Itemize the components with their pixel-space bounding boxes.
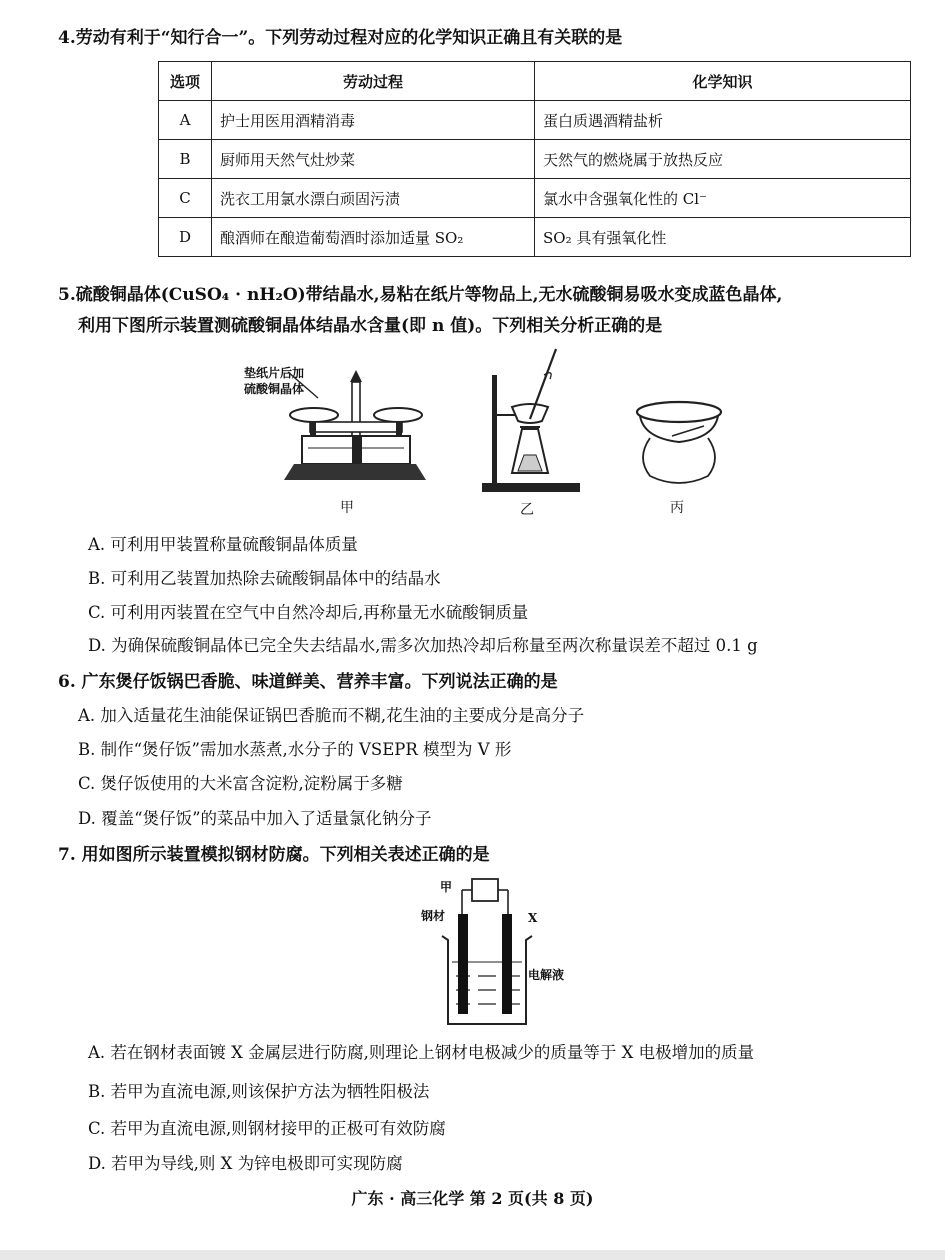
cell-knowledge: 蛋白质遇酒精盐析 <box>535 101 911 140</box>
q6-option-b: B. 制作“煲仔饭”需加水蒸煮,水分子的 VSEPR 模型为 V 形 <box>78 740 512 759</box>
q5-option-b: B. 可利用乙装置加热除去硫酸铜晶体中的结晶水 <box>88 569 441 588</box>
table-row <box>159 218 911 257</box>
cell-labor: 厨师用天然气灶炒菜 <box>212 140 535 179</box>
q6-stem: 6. 广东煲仔饭锅巴香脆、味道鲜美、营养丰富。下列说法正确的是 <box>58 672 558 692</box>
header-knowledge: 化学知识 <box>535 62 911 101</box>
cell-option: B <box>159 140 212 179</box>
q6-option-d: D. 覆盖“煲仔饭”的菜品中加入了适量氯化钠分子 <box>78 809 432 828</box>
table-row <box>159 101 911 140</box>
cell-knowledge: SO₂ 具有强氧化性 <box>535 218 911 257</box>
cell-labor: 护士用医用酒精消毒 <box>212 101 535 140</box>
header-labor: 劳动过程 <box>212 62 535 101</box>
cell-labor: 酿酒师在酿造葡萄酒时添加适量 SO₂ <box>212 218 535 257</box>
cell-option: C <box>159 179 212 218</box>
q7-option-b: B. 若甲为直流电源,则该保护方法为牺牲阳极法 <box>88 1082 430 1101</box>
q4-table <box>158 61 911 257</box>
table-row <box>159 179 911 218</box>
q4-stem: 4.劳动有利于“知行合一”。下列劳动过程对应的化学知识正确且有关联的是 <box>58 28 623 48</box>
fig-box-label: 甲 <box>440 880 453 894</box>
q6-option-c: C. 煲仔饭使用的大米富含淀粉,淀粉属于多糖 <box>78 774 403 793</box>
cell-knowledge: 天然气的燃烧属于放热反应 <box>535 140 911 179</box>
q7-option-d: D. 若甲为导线,则 X 为锌电极即可实现防腐 <box>88 1154 403 1173</box>
fig-label-bing: 丙 <box>670 500 684 516</box>
electrolysis-figure <box>438 876 538 1036</box>
q6-option-a: A. 加入适量花生油能保证锅巴香脆而不糊,花生油的主要成分是高分子 <box>78 706 585 725</box>
header-option: 选项 <box>159 62 212 101</box>
cell-option: A <box>159 101 212 140</box>
cell-labor: 洗衣工用氯水漂白顽固污渍 <box>212 179 535 218</box>
balance-figure <box>280 370 430 495</box>
q5-option-d: D. 为确保硫酸铜晶体已完全失去结晶水,需多次加热冷却后称量至两次称量误差不超过 0.1 g <box>88 636 758 655</box>
heating-figure <box>478 345 583 500</box>
fig-note-line2: 硫酸铜晶体 <box>244 382 305 396</box>
crucible-figure <box>632 398 727 493</box>
table-row <box>159 140 911 179</box>
fig-steel-label: 钢材 <box>421 909 446 923</box>
q5-option-c: C. 可利用丙装置在空气中自然冷却后,再称量无水硫酸铜质量 <box>88 603 529 622</box>
cell-option: D <box>159 218 212 257</box>
fig-x-label: X <box>528 911 538 925</box>
fig-electrolyte-label: 电解液 <box>528 968 565 982</box>
fig-label-yi: 乙 <box>520 502 534 518</box>
page-bottom-edge <box>0 1250 945 1260</box>
page-footer: 广东 · 高三化学 第 2 页(共 8 页) <box>351 1189 594 1208</box>
q7-option-c: C. 若甲为直流电源,则钢材接甲的正极可有效防腐 <box>88 1119 446 1138</box>
fig-note-line1: 垫纸片后加 <box>244 366 305 380</box>
cell-knowledge: 氯水中含强氧化性的 Cl⁻ <box>535 179 911 218</box>
q5-option-a: A. 可利用甲装置称量硫酸铜晶体质量 <box>88 535 358 554</box>
fig-label-jia: 甲 <box>340 500 354 516</box>
q7-stem: 7. 用如图所示装置模拟钢材防腐。下列相关表述正确的是 <box>58 845 490 865</box>
q5-stem-line2: 利用下图所示装置测硫酸铜晶体结晶水含量(即 n 值)。下列相关分析正确的是 <box>78 316 663 336</box>
q7-option-a: A. 若在钢材表面镀 X 金属层进行防腐,则理论上钢材电极减少的质量等于 X 电极增加的质量 <box>88 1043 755 1062</box>
q5-stem-line1: 5.硫酸铜晶体(CuSO₄ · nH₂O)带结晶水,易粘在纸片等物品上,无水硫酸铜易吸水变成蓝色晶体, <box>58 285 783 305</box>
table-header-row <box>159 62 911 101</box>
